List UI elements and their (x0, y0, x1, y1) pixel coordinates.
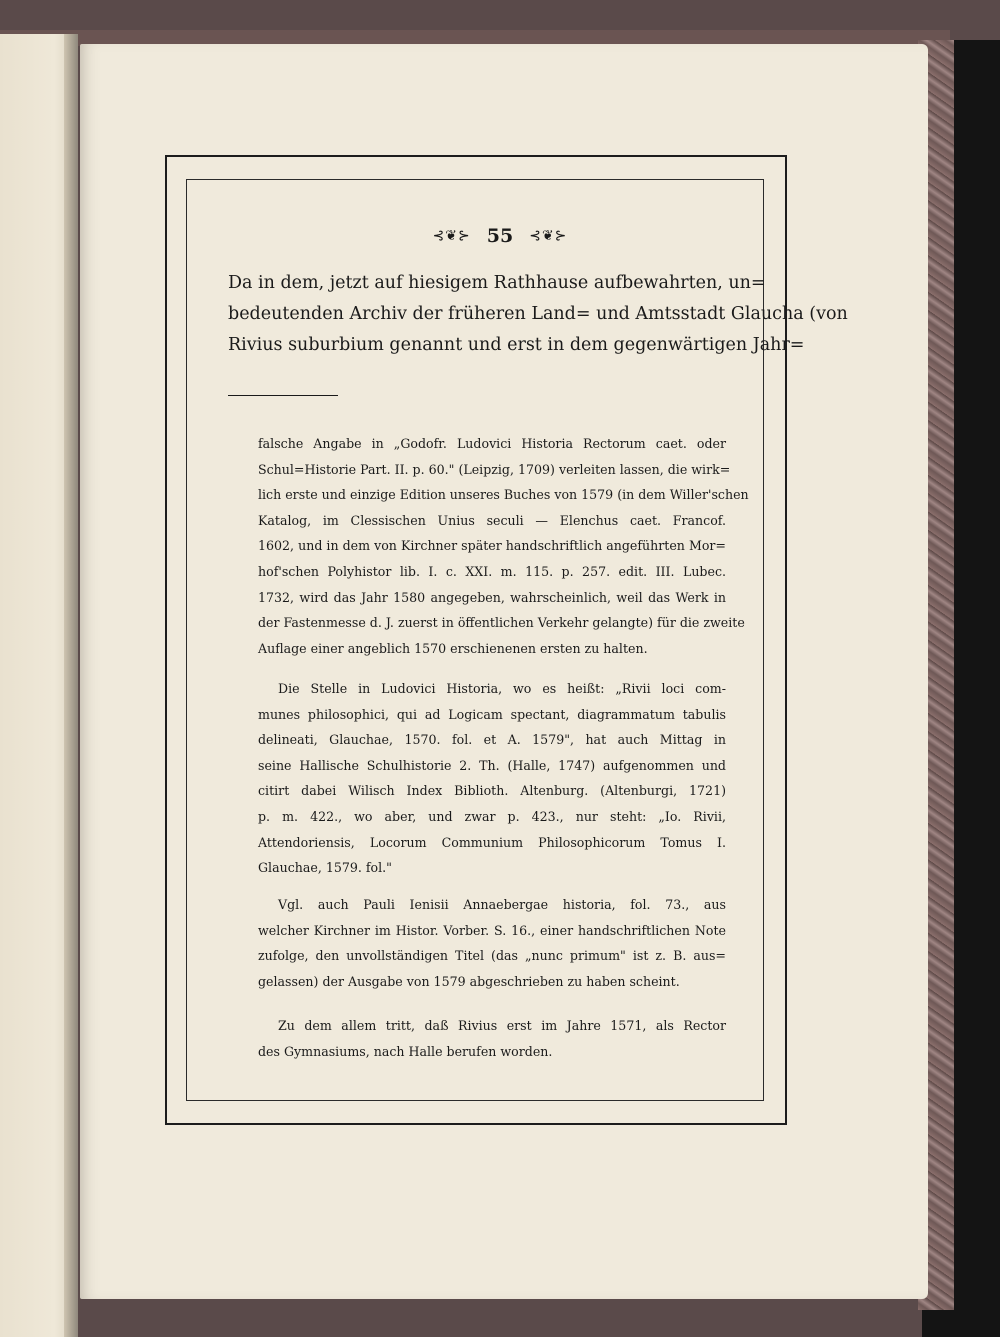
text-line: Die Stelle in Ludovici Historia, wo es heißt: „Rivii loci com- (278, 681, 726, 696)
text-line: Zu dem allem tritt, daß Rivius erst im Jahre 1571, als Rector (278, 1018, 726, 1033)
page-header (0, 225, 1000, 247)
text-line: Attendoriensis, Locorum Communium Philosophicorum Tomus I. (258, 834, 726, 850)
text-line: 1602, und in dem von Kirchner später handschriftlich angeführten Mor= (258, 538, 726, 554)
left-ornament-icon: ⊰❦⊱ (432, 228, 471, 244)
footnote-paragraph-3 (258, 892, 726, 994)
main-paragraph (228, 268, 848, 361)
footnote-separator (228, 395, 338, 396)
text-line: 1732, wird das Jahr 1580 angegeben, wahrscheinlich, weil das Werk in (258, 589, 726, 605)
text-line: der Fastenmesse d. J. zuerst in öffentlichen Verkehr gelangte) für die zweite (258, 615, 745, 631)
text-line: hof'schen Polyhistor lib. I. c. XXI. m. 115. p. 257. edit. III. Lubec. (258, 563, 726, 579)
text-line: munes philosophici, qui ad Logicam spectant, diagrammatum tabulis (258, 706, 726, 722)
page-number: 55 (486, 225, 514, 247)
text-line: Schul=Historie Part. II. p. 60." (Leipzig, 1709) verleiten lassen, die wirk= (258, 461, 731, 477)
text-line: Katalog, im Clessischen Unius seculi — Elenchus caet. Francof. (258, 512, 726, 528)
footnote-paragraph-2 (258, 676, 726, 881)
text-line: lich erste und einzige Edition unseres Buches von 1579 (in dem Willer'schen (258, 487, 749, 503)
text-line: citirt dabei Wilisch Index Biblioth. Altenburg. (Altenburgi, 1721) (258, 783, 726, 799)
text-line: Auflage einer angeblich 1570 erschienenen ersten zu halten. (258, 640, 648, 656)
text-line: falsche Angabe in „Godofr. Ludovici Historia Rectorum caet. oder (258, 436, 726, 451)
text-line: zufolge, den unvollständigen Titel (das „nunc primum" ist z. B. aus= (258, 948, 726, 964)
text-line: delineati, Glauchae, 1570. fol. et A. 1579", hat auch Mittag in (258, 732, 726, 748)
text-line: welcher Kirchner im Histor. Vorber. S. 16., einer handschriftlichen Note (258, 922, 726, 938)
text-line: Rivius suburbium genannt und erst in dem gegenwärtigen Jahr= (228, 335, 805, 355)
text-line: p. m. 422., wo aber, und zwar p. 423., nur steht: „Io. Rivii, (258, 808, 726, 824)
footnote-paragraph-1 (258, 431, 749, 661)
text-line: bedeutenden Archiv der früheren Land= und Amtsstadt Glaucha (von (228, 304, 848, 324)
text-line: seine Hallische Schulhistorie 2. Th. (Halle, 1747) aufgenommen und (258, 757, 726, 773)
footnote-paragraph-4 (258, 1013, 726, 1064)
right-ornament-icon: ⊰❦⊱ (529, 228, 568, 244)
text-line: gelassen) der Ausgabe von 1579 abgeschrieben zu haben scheint. (258, 973, 680, 989)
text-line: Da in dem, jetzt auf hiesigem Rathhause aufbewahrten, un= (228, 273, 766, 293)
text-line: des Gymnasiums, nach Halle berufen worden. (258, 1043, 553, 1059)
text-line: Vgl. auch Pauli Ienisii Annaebergae historia, fol. 73., aus (278, 897, 726, 912)
text-line: Glauchae, 1579. fol." (258, 860, 392, 876)
